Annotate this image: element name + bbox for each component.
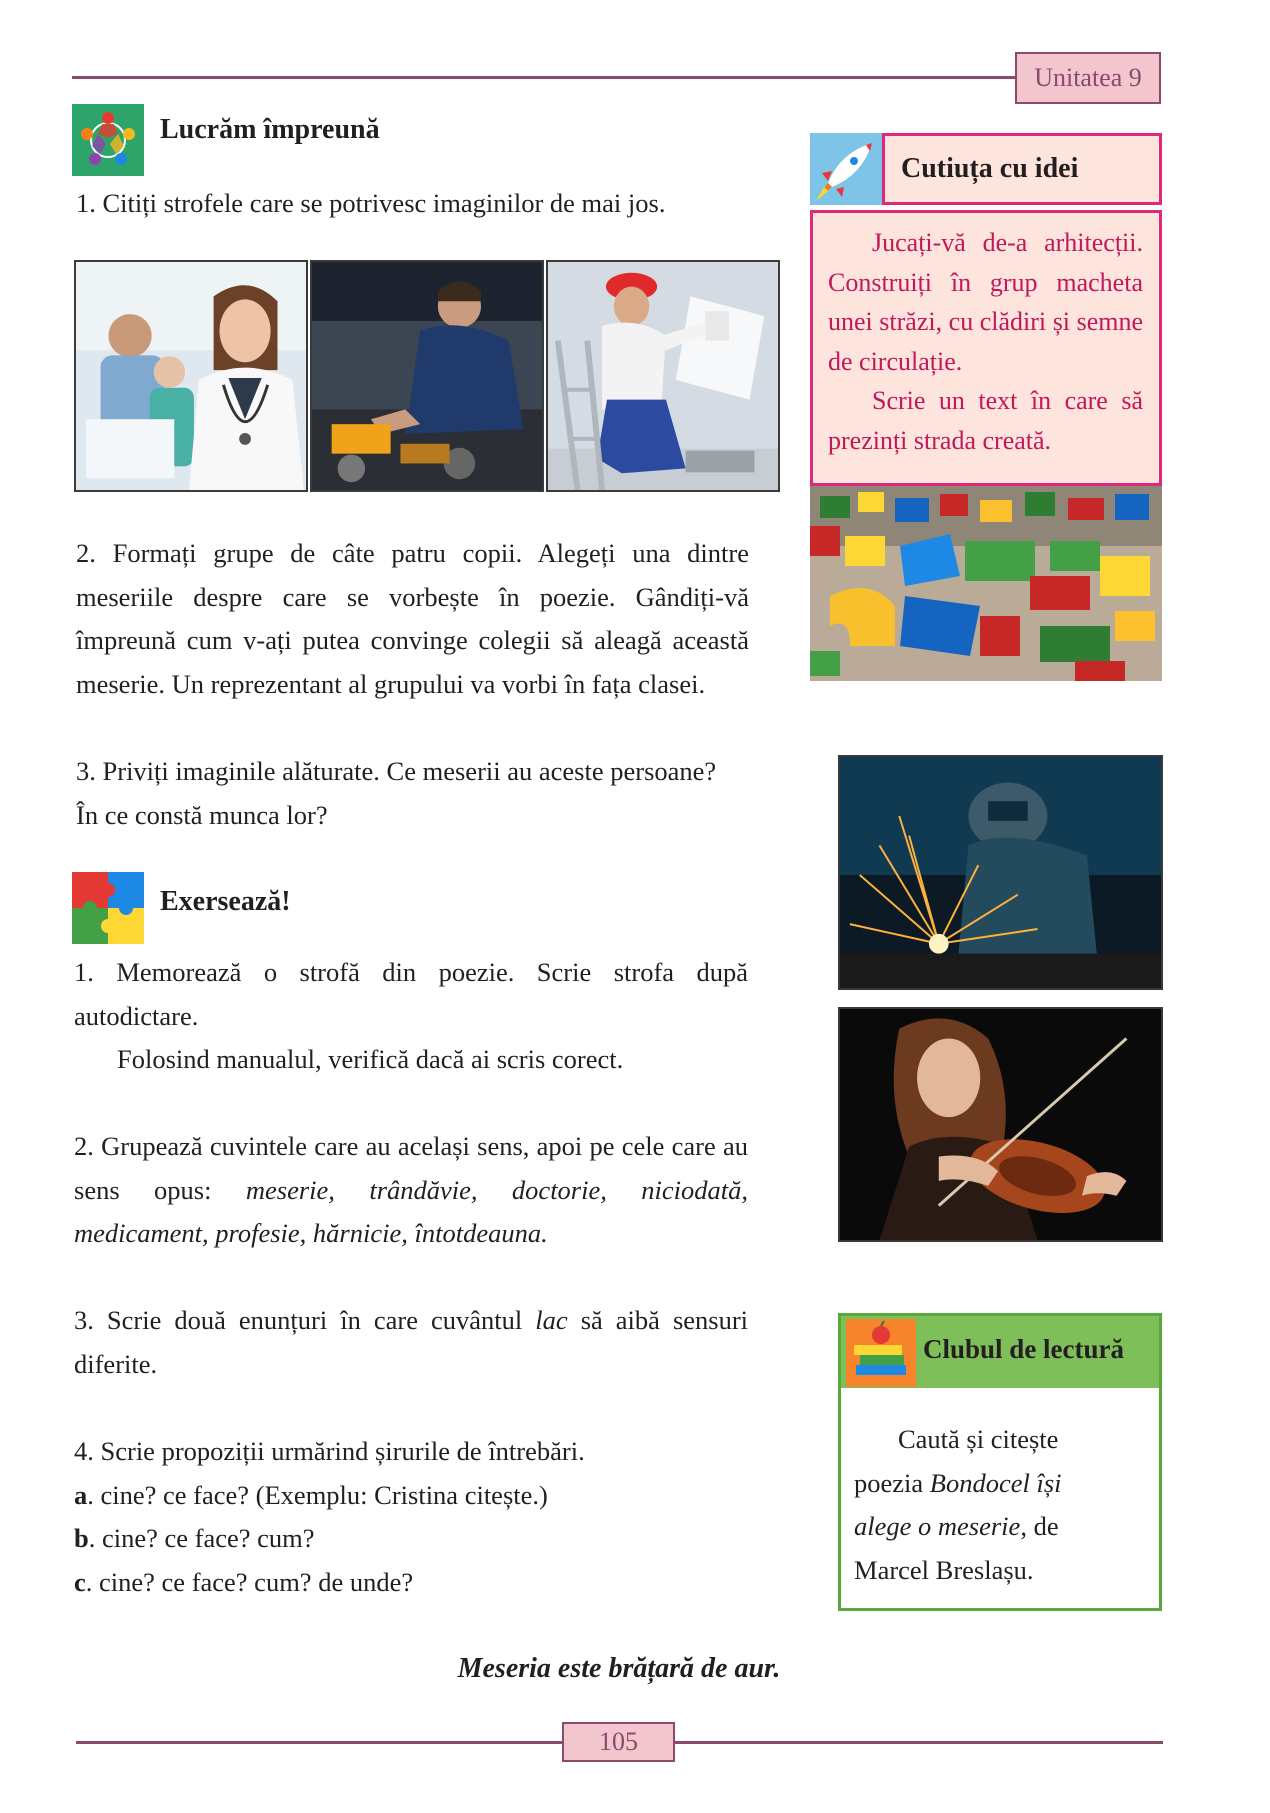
puzzle-icon — [72, 872, 144, 944]
reading-club-title: Clubul de lectură — [923, 1334, 1125, 1364]
doctor-photo — [74, 260, 308, 492]
exercise-3-part-1: 3. Scrie două enunțuri în care cuvântul — [74, 1305, 523, 1335]
reading-club-line-4: Marcel Breslașu. — [854, 1554, 1034, 1585]
task-3 — [76, 750, 756, 837]
ideas-box-text-2: Scrie un text în care să prezinți strada creată. — [828, 386, 1143, 455]
exercise-3-word: lac — [535, 1305, 568, 1335]
reading-club-line-1: Caută și citește — [898, 1424, 1059, 1454]
building-blocks-photo — [810, 486, 1162, 681]
painter-photo — [546, 260, 780, 492]
reading-club-box — [838, 1313, 1162, 1611]
books-icon — [846, 1319, 916, 1387]
proverb: Meseria este brățară de aur. — [457, 1653, 781, 1684]
exercise-4-prompt: 4. Scrie propoziții urmărind șirurile de întrebări. — [74, 1436, 585, 1466]
exercise-1-check: Folosind manualul, verifică dacă ai scris corect. — [117, 1044, 624, 1074]
task-3-line-2: În ce constă munca lor? — [76, 799, 328, 830]
section-title-teamwork: Lucrăm împreună — [160, 114, 380, 145]
ideas-box-title: Cutiuța cu idei — [901, 153, 1079, 184]
exercise-2-prompt: 2. Grupează cuvintele care au același sens, apoi pe cele care au sens opus: — [74, 1131, 748, 1205]
ideas-box-body — [810, 210, 1162, 486]
mechanic-photo — [310, 260, 544, 492]
rocket-icon — [810, 133, 882, 205]
footer-rule-left — [76, 1741, 562, 1744]
exercise-4-a: a. cine? ce face? (Exemplu: Cristina citește.) — [74, 1479, 548, 1510]
exercise-2 — [74, 1125, 748, 1256]
unit-label-box — [1015, 52, 1161, 104]
welder-photo — [838, 755, 1163, 990]
task-3-line-1: 3. Priviți imaginile alăturate. Ce meserii au aceste persoane? — [76, 756, 717, 786]
section-title-practice: Exersează! — [160, 886, 291, 917]
header-rule — [72, 76, 1018, 79]
exercise-1: 1. Memorează o strofă din poezie. Scrie strofa după autodictare. — [74, 957, 748, 1031]
task-2: 2. Formați grupe de câte patru copii. Alegeți una dintre meseriile despre care se vorbește în poezie. Gândiți-vă împreună cum v-ați putea convinge colegii să aleagă această meserie. Un reprezentant al grupului va vorbi în fața clasei. — [76, 538, 749, 699]
reading-club-text — [854, 1418, 1154, 1592]
ideas-box-header — [882, 133, 1162, 205]
unit-label: Unitatea 9 — [1034, 63, 1142, 92]
exercise-4-c: c. cine? ce face? cum? de unde? — [74, 1566, 414, 1597]
ideas-box-text-1: Jucați-vă de-a arhitecții. Construiți în grup macheta unei străzi, cu clădiri și semne de circulație. — [828, 228, 1143, 376]
exercise-3-part-2: să aibă sensuri diferite. — [74, 1305, 749, 1379]
page-number-box — [562, 1722, 675, 1762]
exercise-3 — [74, 1299, 748, 1386]
teamwork-icon — [72, 104, 144, 176]
exercise-4-b: b. cine? ce face? cum? — [74, 1523, 315, 1553]
exercise-4 — [74, 1430, 754, 1604]
footer-rule-right — [675, 1741, 1163, 1744]
reading-club-line-3: alege o meserie, de — [854, 1511, 1059, 1541]
task-1: 1. Citiți strofele care se potrivesc imaginilor de mai jos. — [76, 188, 666, 218]
reading-club-line-2: poezia Bondocel își — [854, 1467, 1062, 1498]
violinist-photo — [838, 1007, 1163, 1242]
page-number: 105 — [599, 1727, 638, 1756]
exercise-2-words: meserie, trândăvie, doctorie, niciodată, medicament, profesie, hărnicie, întotdeauna. — [74, 1174, 748, 1248]
